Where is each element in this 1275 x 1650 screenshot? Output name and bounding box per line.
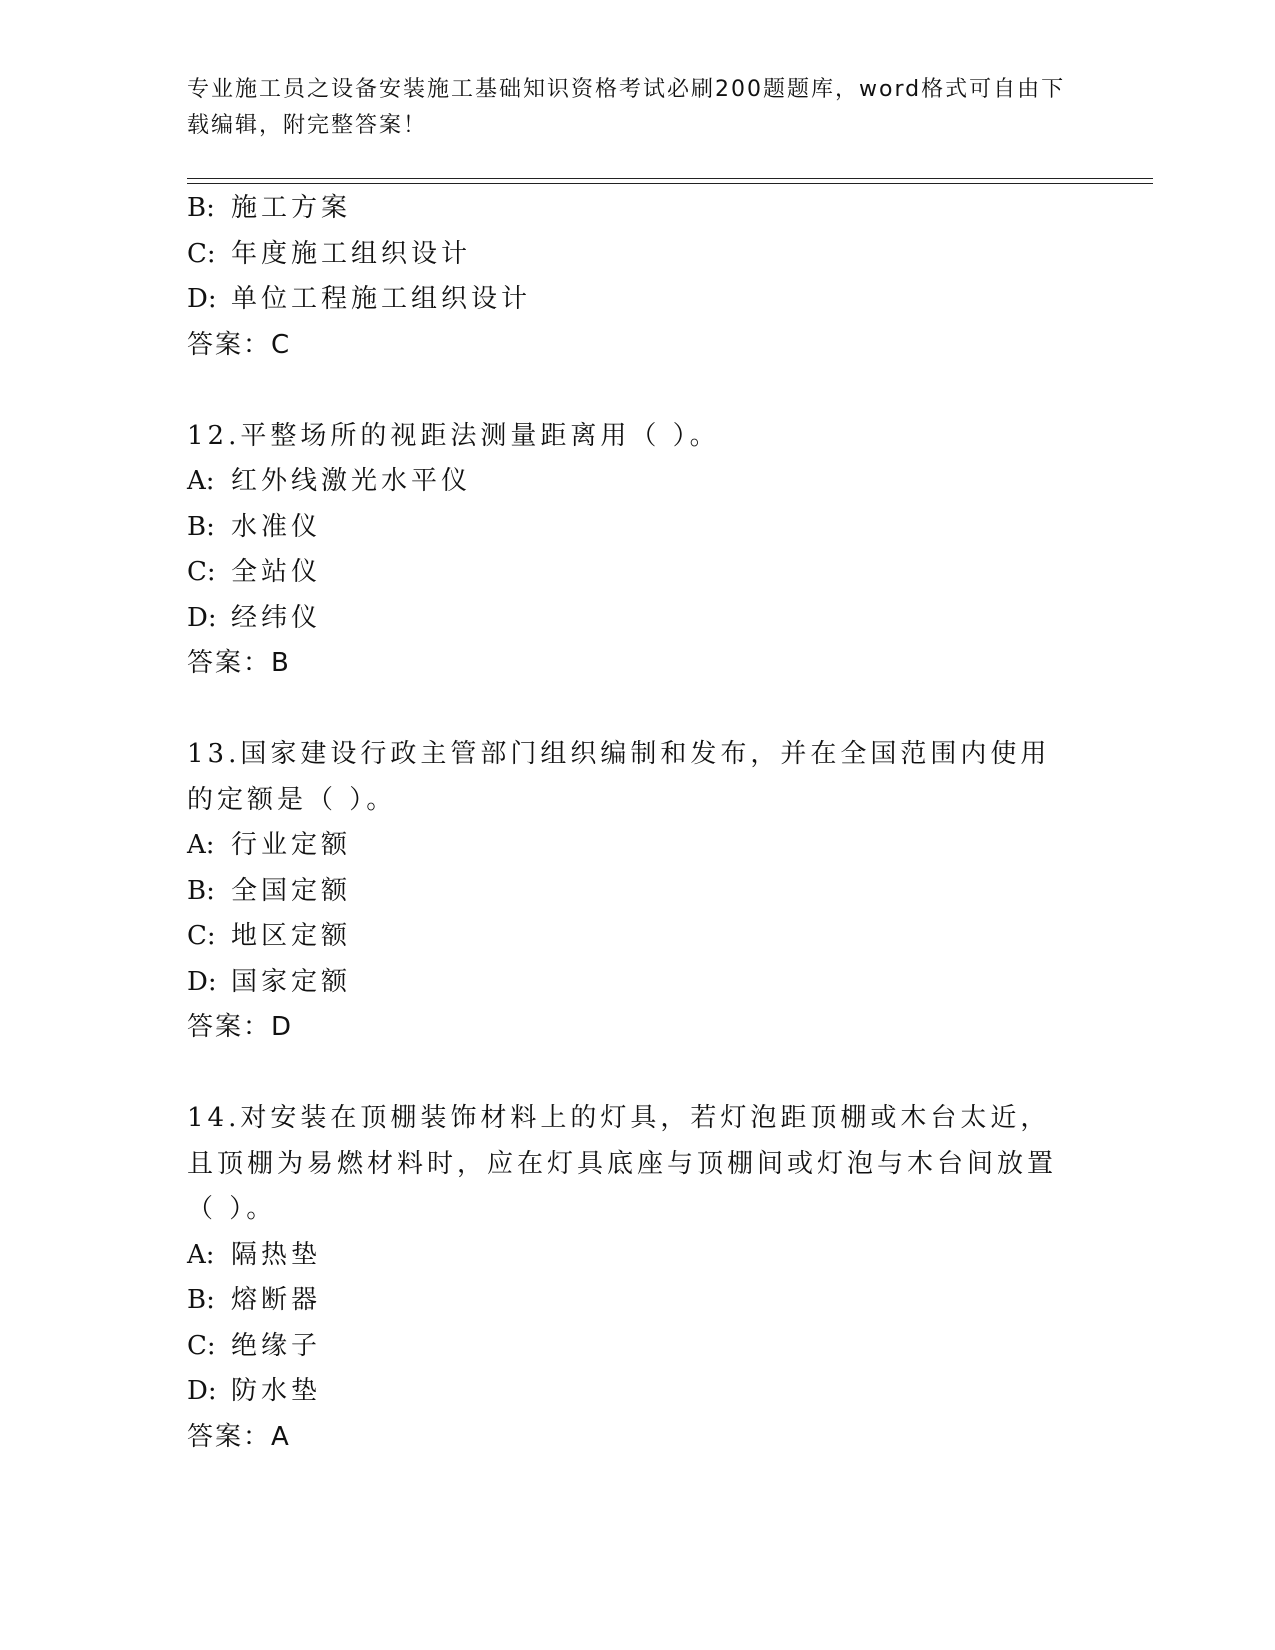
option-c <box>187 232 1087 278</box>
option-letter: D: <box>187 602 217 633</box>
option-text: 隔热垫 <box>231 1239 322 1270</box>
option-d <box>187 960 1087 1006</box>
option-text: 国家定额 <box>231 966 352 997</box>
option-letter: D: <box>187 1376 217 1406</box>
option-d <box>187 277 1087 323</box>
option-text: 单位工程施工组织设计 <box>231 284 532 314</box>
option-letter: D: <box>187 284 217 314</box>
spacer <box>187 1051 1087 1097</box>
option-letter: C: <box>187 557 216 587</box>
option-a <box>187 1233 1087 1279</box>
option-text: 经纬仪 <box>231 602 322 633</box>
option-letter: C: <box>187 238 216 269</box>
option-d <box>187 596 1087 642</box>
option-b <box>187 869 1087 915</box>
option-text: 水准仪 <box>231 511 322 542</box>
option-text: 全站仪 <box>231 557 322 587</box>
question-block-14 <box>187 1096 1087 1460</box>
question-block-prev <box>187 186 1087 368</box>
answer-line: 答案：B <box>187 648 291 678</box>
answer-line: 答案：C <box>187 329 292 360</box>
option-text: 行业定额 <box>231 830 352 860</box>
option-letter: B: <box>187 193 215 223</box>
document-body <box>187 186 1087 1460</box>
option-letter: C: <box>187 921 216 951</box>
option-b <box>187 505 1087 551</box>
option-c <box>187 914 1087 960</box>
answer-line: 答案：A <box>187 1421 291 1452</box>
answer-line: 答案：D <box>187 1012 294 1042</box>
question-stem: 14.对安装在顶棚装饰材料上的灯具，若灯泡距顶棚或木台太近，且顶棚为易燃材料时，应在灯具底座与顶棚间或灯泡与木台间放置（ ）。 <box>187 1103 1058 1224</box>
spacer <box>187 687 1087 733</box>
option-c <box>187 550 1087 596</box>
option-b <box>187 186 1087 232</box>
option-letter: A: <box>187 466 215 496</box>
header-divider-bottom <box>187 183 1153 184</box>
document-header: 专业施工员之设备安装施工基础知识资格考试必刷200题题库，word格式可自由下载编辑，附完整答案！ <box>187 77 1066 138</box>
option-d <box>187 1369 1087 1415</box>
option-text: 红外线激光水平仪 <box>231 466 472 496</box>
option-letter: A: <box>187 830 215 860</box>
option-text: 全国定额 <box>231 875 352 906</box>
option-text: 防水垫 <box>231 1376 322 1406</box>
option-letter: B: <box>187 511 215 542</box>
option-text: 熔断器 <box>231 1285 322 1315</box>
option-letter: C: <box>187 1330 216 1361</box>
option-letter: B: <box>187 875 215 906</box>
question-block-13 <box>187 732 1087 1051</box>
option-b <box>187 1278 1087 1324</box>
option-letter: A: <box>187 1239 215 1270</box>
option-text: 年度施工组织设计 <box>231 238 472 269</box>
option-letter: D: <box>187 966 217 997</box>
spacer <box>187 368 1087 414</box>
question-block-12 <box>187 414 1087 687</box>
option-a <box>187 823 1087 869</box>
option-text: 施工方案 <box>231 193 352 223</box>
option-letter: B: <box>187 1285 215 1315</box>
option-text: 绝缘子 <box>231 1330 322 1361</box>
option-a <box>187 459 1087 505</box>
question-stem: 12.平整场所的视距法测量距离用（ ）。 <box>187 420 720 451</box>
header-divider-top <box>187 178 1153 179</box>
option-c <box>187 1324 1087 1370</box>
question-stem: 13.国家建设行政主管部门组织编制和发布，并在全国范围内使用的定额是（ ）。 <box>187 739 1051 815</box>
option-text: 地区定额 <box>231 921 352 951</box>
